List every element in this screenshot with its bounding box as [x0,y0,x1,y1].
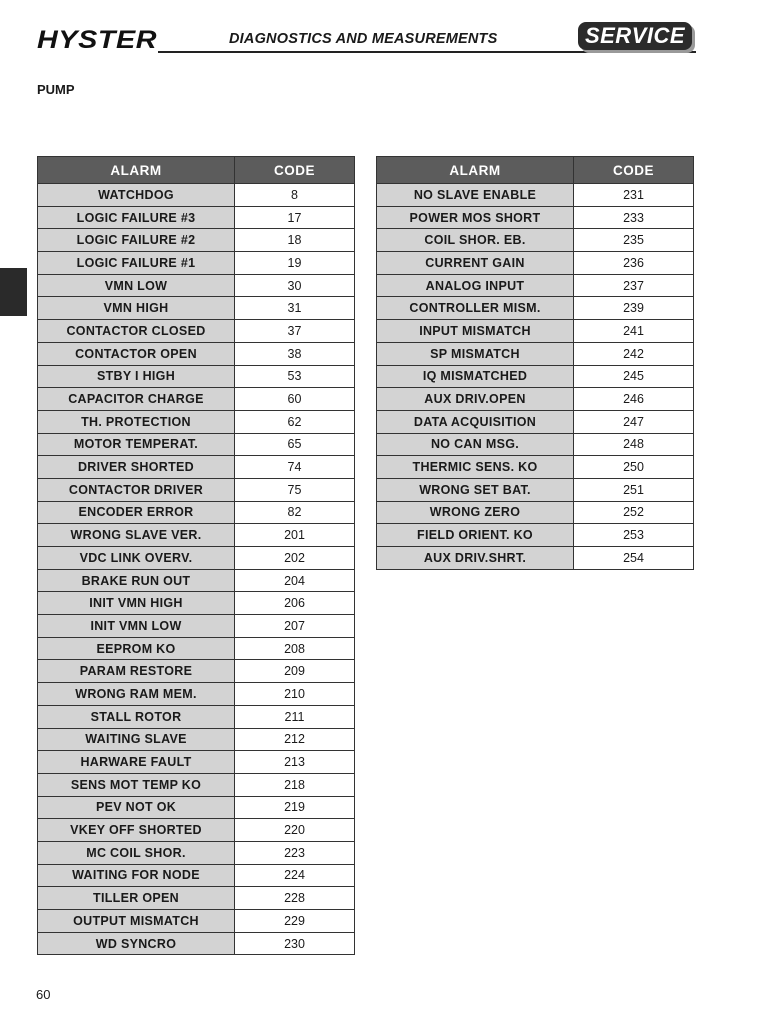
brand-logo: HYSTER [37,26,158,54]
code-cell: 212 [235,728,355,751]
alarm-cell: ENCODER ERROR [38,501,235,524]
column-header-code: CODE [574,157,694,184]
table-row [38,252,355,275]
code-cell: 30 [235,274,355,297]
table-row [377,547,694,570]
table-row [38,388,355,411]
alarm-cell: INPUT MISMATCH [377,320,574,343]
code-cell: 239 [574,297,694,320]
alarm-cell: HARWARE FAULT [38,751,235,774]
table-row [377,184,694,207]
code-cell: 245 [574,365,694,388]
alarm-cell: CONTACTOR OPEN [38,342,235,365]
code-cell: 75 [235,478,355,501]
alarm-cell: INIT VMN HIGH [38,592,235,615]
code-cell: 53 [235,365,355,388]
table-row [38,728,355,751]
code-cell: 250 [574,456,694,479]
code-cell: 254 [574,547,694,570]
code-cell: 223 [235,841,355,864]
table-row [377,433,694,456]
alarm-cell: CONTACTOR CLOSED [38,320,235,343]
table-header-row [38,157,355,184]
alarm-cell: DATA ACQUISITION [377,410,574,433]
table-row [377,274,694,297]
table-row [38,342,355,365]
code-cell: 229 [235,910,355,933]
code-cell: 224 [235,864,355,887]
code-cell: 220 [235,819,355,842]
code-cell: 231 [574,184,694,207]
table-row [38,773,355,796]
table-row [38,841,355,864]
alarm-cell: CONTROLLER MISM. [377,297,574,320]
table-row [377,252,694,275]
alarm-cell: WD SYNCRO [38,932,235,955]
table-row [38,456,355,479]
alarm-cell: PEV NOT OK [38,796,235,819]
alarm-cell: OUTPUT MISMATCH [38,910,235,933]
page-number: 60 [36,987,51,1002]
code-cell: 209 [235,660,355,683]
table-row [38,932,355,955]
code-cell: 252 [574,501,694,524]
code-cell: 219 [235,796,355,819]
code-cell: 202 [235,547,355,570]
alarm-cell: COIL SHOR. EB. [377,229,574,252]
table-row [377,229,694,252]
alarm-cell: WATCHDOG [38,184,235,207]
code-cell: 207 [235,615,355,638]
code-cell: 62 [235,410,355,433]
table-row [377,456,694,479]
table-row [377,297,694,320]
code-cell: 204 [235,569,355,592]
table-header-row [377,157,694,184]
alarm-cell: INIT VMN LOW [38,615,235,638]
alarm-cell: VMN LOW [38,274,235,297]
code-cell: 242 [574,342,694,365]
alarm-cell: NO CAN MSG. [377,433,574,456]
code-cell: 236 [574,252,694,275]
alarm-cell: IQ MISMATCHED [377,365,574,388]
table-row [38,637,355,660]
code-cell: 237 [574,274,694,297]
page-header-title: DIAGNOSTICS AND MEASUREMENTS [229,31,498,47]
table-row [38,796,355,819]
table-row [377,410,694,433]
alarm-cell: LOGIC FAILURE #1 [38,252,235,275]
table-row [38,501,355,524]
alarm-cell: AUX DRIV.SHRT. [377,547,574,570]
table-row [38,683,355,706]
table-row [377,206,694,229]
code-cell: 233 [574,206,694,229]
alarm-cell: WRONG SET BAT. [377,478,574,501]
column-header-code: CODE [235,157,355,184]
alarm-cell: WRONG ZERO [377,501,574,524]
table-row [38,660,355,683]
alarm-cell: VKEY OFF SHORTED [38,819,235,842]
code-cell: 201 [235,524,355,547]
code-cell: 235 [574,229,694,252]
alarm-cell: WRONG SLAVE VER. [38,524,235,547]
table-row [38,705,355,728]
alarm-cell: VMN HIGH [38,297,235,320]
alarm-cell: LOGIC FAILURE #3 [38,206,235,229]
code-cell: 19 [235,252,355,275]
alarm-cell: CURRENT GAIN [377,252,574,275]
table-row [38,184,355,207]
table-row [38,524,355,547]
code-cell: 248 [574,433,694,456]
alarm-cell: BRAKE RUN OUT [38,569,235,592]
table-row [38,320,355,343]
section-title: PUMP [37,82,75,97]
table-row [38,433,355,456]
alarm-cell: WRONG RAM MEM. [38,683,235,706]
alarm-cell: WAITING FOR NODE [38,864,235,887]
alarm-cell: MC COIL SHOR. [38,841,235,864]
alarm-cell: TILLER OPEN [38,887,235,910]
alarm-table-right [376,156,694,570]
table-row [38,297,355,320]
code-cell: 213 [235,751,355,774]
code-cell: 38 [235,342,355,365]
table-row [38,569,355,592]
code-cell: 247 [574,410,694,433]
alarm-cell: THERMIC SENS. KO [377,456,574,479]
table-row [377,478,694,501]
code-cell: 218 [235,773,355,796]
table-row [38,592,355,615]
code-cell: 37 [235,320,355,343]
table-row [38,910,355,933]
code-cell: 253 [574,524,694,547]
code-cell: 230 [235,932,355,955]
table-row [38,547,355,570]
table-row [38,206,355,229]
table-row [38,365,355,388]
alarm-cell: AUX DRIV.OPEN [377,388,574,411]
alarm-cell: FIELD ORIENT. KO [377,524,574,547]
code-cell: 65 [235,433,355,456]
table-row [38,864,355,887]
table-row [38,751,355,774]
code-cell: 31 [235,297,355,320]
code-cell: 208 [235,637,355,660]
alarm-cell: PARAM RESTORE [38,660,235,683]
table-row [38,887,355,910]
code-cell: 211 [235,705,355,728]
alarm-cell: LOGIC FAILURE #2 [38,229,235,252]
alarm-cell: CONTACTOR DRIVER [38,478,235,501]
code-cell: 206 [235,592,355,615]
alarm-cell: NO SLAVE ENABLE [377,184,574,207]
code-cell: 228 [235,887,355,910]
alarm-cell: SP MISMATCH [377,342,574,365]
alarm-cell: EEPROM KO [38,637,235,660]
table-row [377,320,694,343]
table-row [377,524,694,547]
code-cell: 246 [574,388,694,411]
side-tab-marker [0,268,27,316]
alarm-cell: POWER MOS SHORT [377,206,574,229]
service-badge: SERVICE [578,22,692,50]
column-header-alarm: ALARM [377,157,574,184]
code-cell: 251 [574,478,694,501]
alarm-cell: STBY I HIGH [38,365,235,388]
table-row [38,478,355,501]
table-row [377,501,694,524]
table-row [38,819,355,842]
alarm-table-left [37,156,355,955]
code-cell: 60 [235,388,355,411]
code-cell: 17 [235,206,355,229]
table-row [38,615,355,638]
table-row [38,274,355,297]
code-cell: 210 [235,683,355,706]
alarm-cell: TH. PROTECTION [38,410,235,433]
alarm-cell: ANALOG INPUT [377,274,574,297]
code-cell: 82 [235,501,355,524]
alarm-cell: MOTOR TEMPERAT. [38,433,235,456]
alarm-cell: SENS MOT TEMP KO [38,773,235,796]
alarm-cell: STALL ROTOR [38,705,235,728]
table-row [38,410,355,433]
code-cell: 18 [235,229,355,252]
code-cell: 241 [574,320,694,343]
code-cell: 74 [235,456,355,479]
alarm-cell: DRIVER SHORTED [38,456,235,479]
alarm-cell: VDC LINK OVERV. [38,547,235,570]
header-rule [158,51,696,53]
table-row [38,229,355,252]
alarm-cell: WAITING SLAVE [38,728,235,751]
table-row [377,365,694,388]
alarm-cell: CAPACITOR CHARGE [38,388,235,411]
table-row [377,342,694,365]
table-row [377,388,694,411]
column-header-alarm: ALARM [38,157,235,184]
code-cell: 8 [235,184,355,207]
